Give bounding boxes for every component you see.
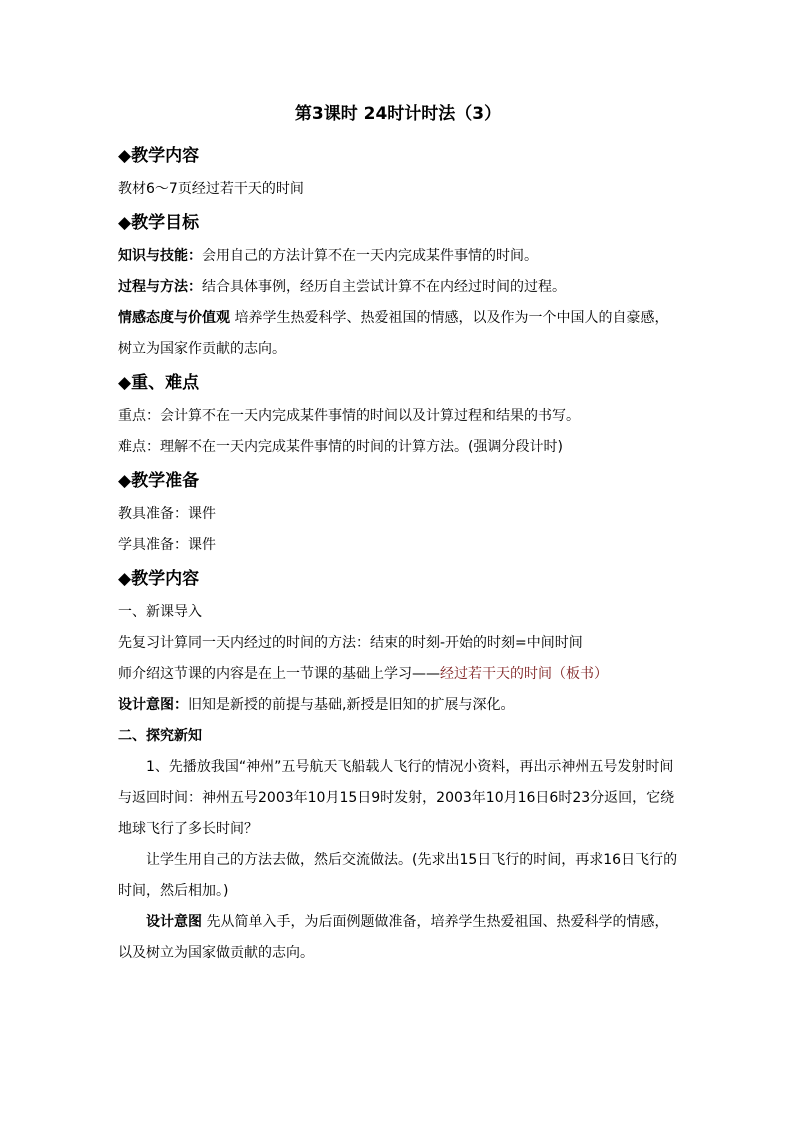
prep-student: 学具准备：课件 <box>118 537 216 553</box>
item1-text: 1、先播放我国“神州”五号航天飞船载人飞行的情况小资料，再出示神州五号发射时间与返回时间：神州五号2003年10月15日9时发射，2003年10月16日6时23分返回，它绕地球飞行了多长时间？ <box>118 759 675 837</box>
review-text: 先复习计算同一天内经过的时间的方法：结束的时刻-开始的时刻=中间时间 <box>118 635 583 651</box>
document-title: 第3课时 24时计时法（3） <box>294 104 502 124</box>
goal-process <box>118 272 678 303</box>
intro-prefix: 师介绍这节课的内容是在上一节课的基础上学习—— <box>118 666 440 682</box>
design-intent-1-text: 旧知是新授的前提与基础,新授是旧知的扩展与深化。 <box>188 697 515 713</box>
section-heading-goals: ◆教学目标 <box>118 213 200 233</box>
intro-accent: 经过若干天的时间（板书） <box>440 666 608 682</box>
intro-text <box>118 659 678 690</box>
section-heading-content: ◆教学内容 <box>118 146 200 166</box>
design-intent-2-text: 先从简单入手，为后面例题做准备，培养学生热爱祖国、热爱科学的情感，以及树立为国家做贡献的志向。 <box>118 914 669 961</box>
part1-title: 一、新课导入 <box>118 604 202 620</box>
section-heading-keypoints: ◆重、难点 <box>118 373 200 393</box>
goal-process-text: 结合具体事例，经历自主尝试计算不在内经过时间的过程。 <box>202 279 566 295</box>
goal-process-label: 过程与方法： <box>118 279 202 295</box>
keypoint-key: 重点：会计算不在一天内完成某件事情的时间以及计算过程和结果的书写。 <box>118 408 580 424</box>
design-intent-1-label: 设计意图： <box>118 697 188 713</box>
content-text: 教材6～7页经过若干天的时间 <box>118 181 304 197</box>
part2-title: 二、探究新知 <box>118 728 202 744</box>
prep-teacher: 教具准备：课件 <box>118 506 216 522</box>
section-heading-prep: ◆教学准备 <box>118 471 200 491</box>
design-intent-2 <box>118 907 678 969</box>
item1-method: 让学生用自己的方法去做，然后交流做法。(先求出15日飞行的时间，再求16日飞行的时间，然后相加。) <box>118 852 678 899</box>
goal-knowledge <box>118 241 678 272</box>
design-intent-1 <box>118 690 678 721</box>
document-page <box>118 98 678 969</box>
goal-knowledge-text: 会用自己的方法计算不在一天内完成某件事情的时间。 <box>202 248 538 264</box>
goal-emotion-text: 培养学生热爱科学、热爱祖国的情感，以及作为一个中国人的自豪感，树立为国家作贡献的志向。 <box>118 310 669 357</box>
goal-emotion <box>118 303 678 365</box>
goal-knowledge-label: 知识与技能： <box>118 248 202 264</box>
section-heading-content-2: ◆教学内容 <box>118 569 200 589</box>
design-intent-2-label: 设计意图 <box>146 914 202 930</box>
keypoint-difficult: 难点：理解不在一天内完成某件事情的时间的计算方法。(强调分段计时) <box>118 439 563 455</box>
goal-emotion-label: 情感态度与价值观 <box>118 310 230 326</box>
